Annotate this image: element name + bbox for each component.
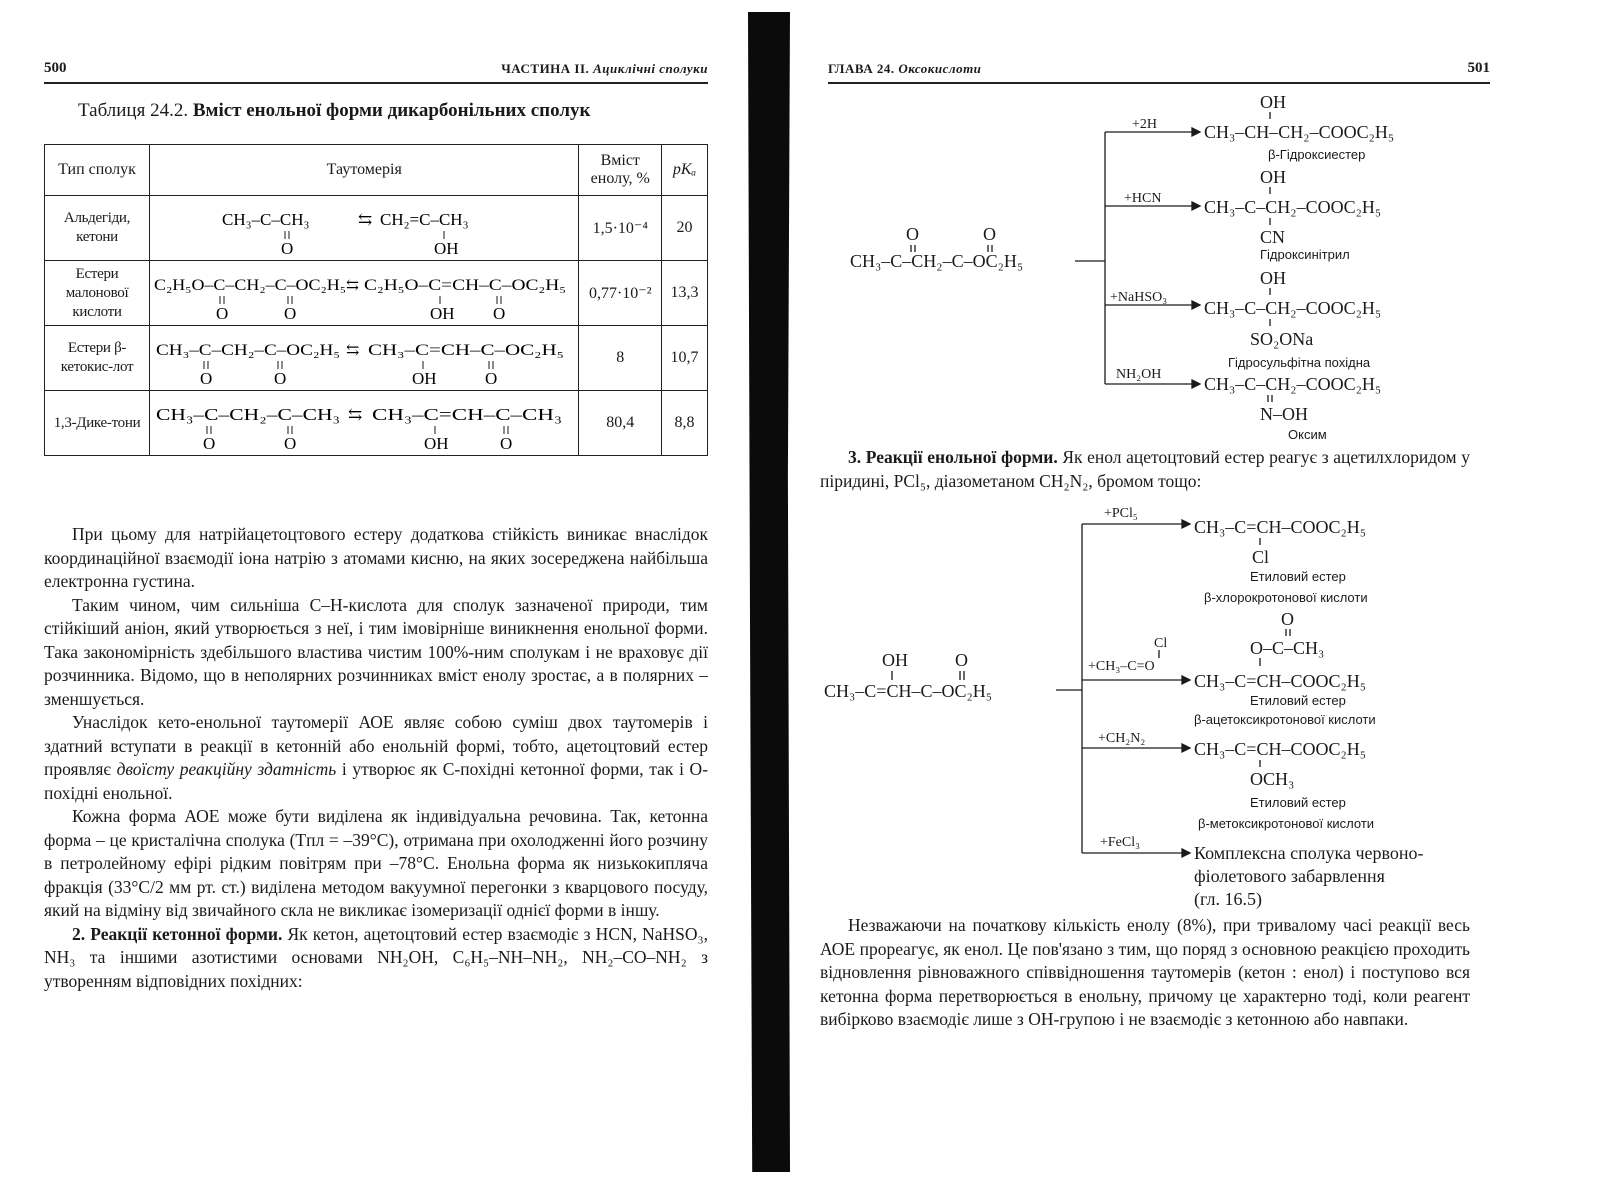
svg-text:⇆: ⇆	[346, 277, 360, 294]
left-running-title: ЧАСТИНА II. Ациклічні сполуки	[501, 61, 708, 76]
product-formula: CH₃–CH–CH₂–COOC₂H₅	[1204, 122, 1395, 142]
svg-text:O: O	[493, 304, 506, 323]
product-name: Оксим	[1288, 427, 1327, 442]
svg-text:CH₃–C=CH–C–OC₂H₅: CH₃–C=CH–C–OC₂H₅	[368, 342, 565, 359]
product-name: Етиловий естер	[1250, 795, 1346, 810]
tautomery-formula	[150, 327, 570, 389]
row-type: Альдегіди, кетони	[45, 196, 150, 261]
right-page	[800, 0, 1600, 1186]
svg-text:O: O	[284, 434, 297, 453]
product-name: Етиловий естер	[1250, 569, 1346, 584]
paragraph: Кожна форма АОЕ може бути виділена як індивідуальна речовина. Так, кетонна форма – це кристалічна сполука (Tпл = –39°С), отримана при охолодженні його розчину в петролейному ефірі рідким повітрям при –78°С. Енольна форма як низькокипляча фракція (33°С/2 мм рт. ст.) виділена методом вакуумної перегонки з кварцового посуду, який на відміну від звичайного скла не викликає ізомеризації однієї форми в іншу.	[44, 806, 708, 920]
svg-text:O: O	[955, 650, 968, 670]
paragraph: 2. Реакції кетонної форми. Як кетон, ацетоцтовий естер взаємодіє з HCN, NaHSO₃, NH₃ та іншими азотистими основами NH₂OH, C₆H₅–NH–NH₂, NH₂–CO–NH₂ з утворенням відповідних похідних:	[44, 923, 708, 991]
left-body-text	[44, 523, 708, 993]
product-name: β-ацетоксикротонової кислоти	[1194, 712, 1376, 727]
svg-text:CH₃–C–CH₂–C–CH₃: CH₃–C–CH₂–C–CH₃	[156, 405, 341, 424]
row-pk: 20	[662, 196, 708, 261]
product-formula: CH₃–C=CH–COOC₂H₅	[1194, 739, 1367, 759]
paragraph: Унаслідок кето-енольної таутомерії АОЕ являє собою суміш двох таутомерів і здатний вступати в реакції в кетонній або енольній формі, тобто, ацетоцтовий естер проявляє двоїсту реакційну здатність і утворює як С-похідні кетонної форми, так і О-похідні енольної.	[44, 712, 709, 803]
svg-text:OH: OH	[430, 304, 455, 323]
svg-text:C₂H₅O–C–CH₂–C–OC₂H₅: C₂H₅O–C–CH₂–C–OC₂H₅	[154, 277, 347, 294]
product-formula: CH₃–C–CH₂–COOC₂H₅	[1204, 374, 1382, 394]
svg-text:(гл. 16.5): (гл. 16.5)	[1194, 889, 1262, 909]
tautomery-formula	[150, 262, 570, 324]
svg-text:O: O	[906, 224, 919, 244]
svg-text:C₂H₅O–C=CH–C–OC₂H₅: C₂H₅O–C=CH–C–OC₂H₅	[364, 277, 567, 294]
table-header-row	[45, 145, 708, 196]
svg-text:Cl: Cl	[1154, 636, 1168, 651]
row-pk: 13,3	[662, 261, 708, 326]
right-page-number: 501	[1467, 60, 1490, 76]
product-description: Комплексна сполука червоно-	[1194, 843, 1424, 863]
left-running-header	[44, 58, 708, 84]
row-type: Естери β-кетокис-лот	[45, 326, 150, 391]
reagent-label: +CH₂N₂	[1098, 731, 1146, 746]
row-tautomery	[150, 326, 579, 391]
svg-text:O–C–CH₃: O–C–CH₃	[1250, 638, 1325, 658]
tautomery-formula	[150, 197, 570, 259]
right-running-header	[828, 58, 1490, 84]
svg-text:OH: OH	[412, 369, 437, 388]
product-name: β-хлорокротонової кислоти	[1204, 590, 1368, 605]
svg-text:N–OH: N–OH	[1260, 404, 1308, 424]
product-formula: CH₃–C–CH₂–COOC₂H₅	[1204, 298, 1382, 318]
ketone-substrate: CH₃–C–CH₂–C–OC₂H₅	[850, 251, 1024, 271]
row-tautomery	[150, 261, 579, 326]
section3-intro	[820, 446, 1470, 493]
row-type: Естери малонової кислоти	[45, 261, 150, 326]
book-spine-shadow	[748, 12, 790, 1172]
svg-text:CH₃–C=CH–C–CH₃: CH₃–C=CH–C–CH₃	[372, 405, 563, 424]
row-enol-content: 1,5·10⁻⁴	[579, 196, 662, 261]
svg-text:SO₂ONa: SO₂ONa	[1250, 329, 1314, 349]
svg-text:O: O	[1281, 609, 1294, 629]
svg-text:OCH₃: OCH₃	[1250, 769, 1295, 789]
paragraph: Незважаючи на початкову кількість енолу (8%), при тривалому часі реакції весь АОЕ прореагує, як енол. Це пов'язано з тим, що поряд з основною реакцією проходить відновлення рівноважного співвідношення таутомерів (кетон : енол) і поступово вся кетонна форма перетворюється в енольну, причому це характерно тоді, коли реагент вибірково взаємодіє лише з ОН-групою і не взаємодіє з кетонною або навпаки.	[820, 915, 1470, 1029]
svg-text:O: O	[200, 369, 213, 388]
row-tautomery	[150, 391, 579, 456]
product-name: Етиловий естер	[1250, 693, 1346, 708]
reagent-label: +CH₃–C=O	[1088, 659, 1155, 674]
row-tautomery	[150, 196, 579, 261]
ketone-reactions-scheme	[840, 88, 1560, 448]
svg-text:O: O	[485, 369, 498, 388]
svg-text:O: O	[500, 434, 513, 453]
left-page	[0, 0, 740, 1186]
svg-text:O: O	[284, 304, 297, 323]
svg-text:фіолетового забарвлення: фіолетового забарвлення	[1194, 866, 1385, 886]
svg-text:OH: OH	[434, 239, 459, 258]
product-formula: CH₃–C=CH–COOC₂H₅	[1194, 671, 1367, 691]
enol-reactions-scheme	[820, 498, 1540, 914]
paragraph: При цьому для натрійацетоцтового естеру додаткова стійкість виникає внаслідок координаційної взаємодії іона натрію з атомами кисню, на яких зосереджена найбільша електронна густина.	[44, 524, 708, 591]
product-name: β-Гідроксиестер	[1268, 147, 1366, 162]
svg-text:O: O	[203, 434, 216, 453]
reagent-label: NH₂OH	[1116, 367, 1162, 382]
reagent-label: +HCN	[1124, 191, 1162, 206]
row-enol-content: 80,4	[579, 391, 662, 456]
svg-text:O: O	[216, 304, 229, 323]
paragraph: Таким чином, чим сильніша С–Н-кислота для сполук зазначеної природи, тим стійкіший аніон, який утворюється з неї, і тим імовірніше виникнення енольної форми. Така закономірність здебільшого властива чистим 100%-ним сполукам і не враховує дії розчинника. Відомо, що в неполярних розчинниках вміст енолу зростає, а в полярних – зменшується.	[44, 594, 708, 709]
tautomer-table	[44, 144, 708, 456]
right-running-title: ГЛАВА 24. Оксокислоти	[828, 61, 982, 76]
table-row	[45, 391, 708, 456]
reagent-label: +2H	[1132, 117, 1158, 132]
table-caption: Таблиця 24.2. Вміст енольної форми дикарбонільних сполук	[78, 100, 591, 121]
product-name: Гідросульфітна похідна	[1228, 355, 1371, 370]
svg-text:CN: CN	[1260, 227, 1286, 247]
svg-text:⇆: ⇆	[358, 210, 373, 229]
svg-text:OH: OH	[1260, 92, 1286, 112]
row-type: 1,3-Дике-тони	[45, 391, 150, 456]
product-name: β-метоксикротонової кислоти	[1198, 816, 1375, 831]
product-name: Гідроксинітрил	[1260, 247, 1350, 262]
svg-text:CH₂=C–CH₃: CH₂=C–CH₃	[380, 210, 469, 229]
reagent-label: +NaHSO₃	[1110, 290, 1168, 305]
col-header-type: Тип сполук	[45, 145, 150, 196]
right-body-text	[820, 914, 1470, 1032]
row-pk: 8,8	[662, 391, 708, 456]
svg-text:Cl: Cl	[1252, 547, 1270, 567]
table-row	[45, 196, 708, 261]
row-pk: 10,7	[662, 326, 708, 391]
reagent-label: +PCl₅	[1104, 506, 1138, 521]
row-enol-content: 0,77·10⁻²	[579, 261, 662, 326]
col-header-pk: pKₐ	[662, 145, 708, 196]
col-header-enol-content: Вміст енолу, %	[579, 145, 662, 196]
row-enol-content: 8	[579, 326, 662, 391]
svg-text:CH₃–C–CH₃: CH₃–C–CH₃	[222, 210, 310, 229]
table-row	[45, 326, 708, 391]
svg-text:⇆: ⇆	[348, 405, 363, 424]
product-formula: CH₃–C–CH₂–COOC₂H₅	[1204, 197, 1382, 217]
enol-substrate: CH₃–C=CH–C–OC₂H₅	[824, 681, 993, 701]
left-page-number: 500	[44, 60, 67, 76]
product-formula: CH₃–C=CH–COOC₂H₅	[1194, 517, 1367, 537]
tautomery-formula	[150, 392, 570, 454]
svg-text:OH: OH	[424, 434, 449, 453]
svg-text:⇆: ⇆	[346, 342, 360, 359]
svg-text:O: O	[281, 239, 294, 258]
svg-text:CH₃–C–CH₂–C–OC₂H₅: CH₃–C–CH₂–C–OC₂H₅	[156, 342, 341, 359]
col-header-tautomery: Таутомерія	[150, 145, 579, 196]
svg-text:OH: OH	[882, 650, 908, 670]
paragraph: 3. Реакції енольної форми. Як енол ацетоцтовий естер реагує з ацетилхлоридом у піридині, PCl₅, діазометаном CH₂N₂, бромом тощо:	[820, 447, 1470, 491]
svg-text:O: O	[274, 369, 287, 388]
svg-text:O: O	[983, 224, 996, 244]
table-row	[45, 261, 708, 326]
svg-text:OH: OH	[1260, 268, 1286, 288]
reagent-label: +FeCl₃	[1100, 835, 1141, 850]
svg-text:OH: OH	[1260, 167, 1286, 187]
